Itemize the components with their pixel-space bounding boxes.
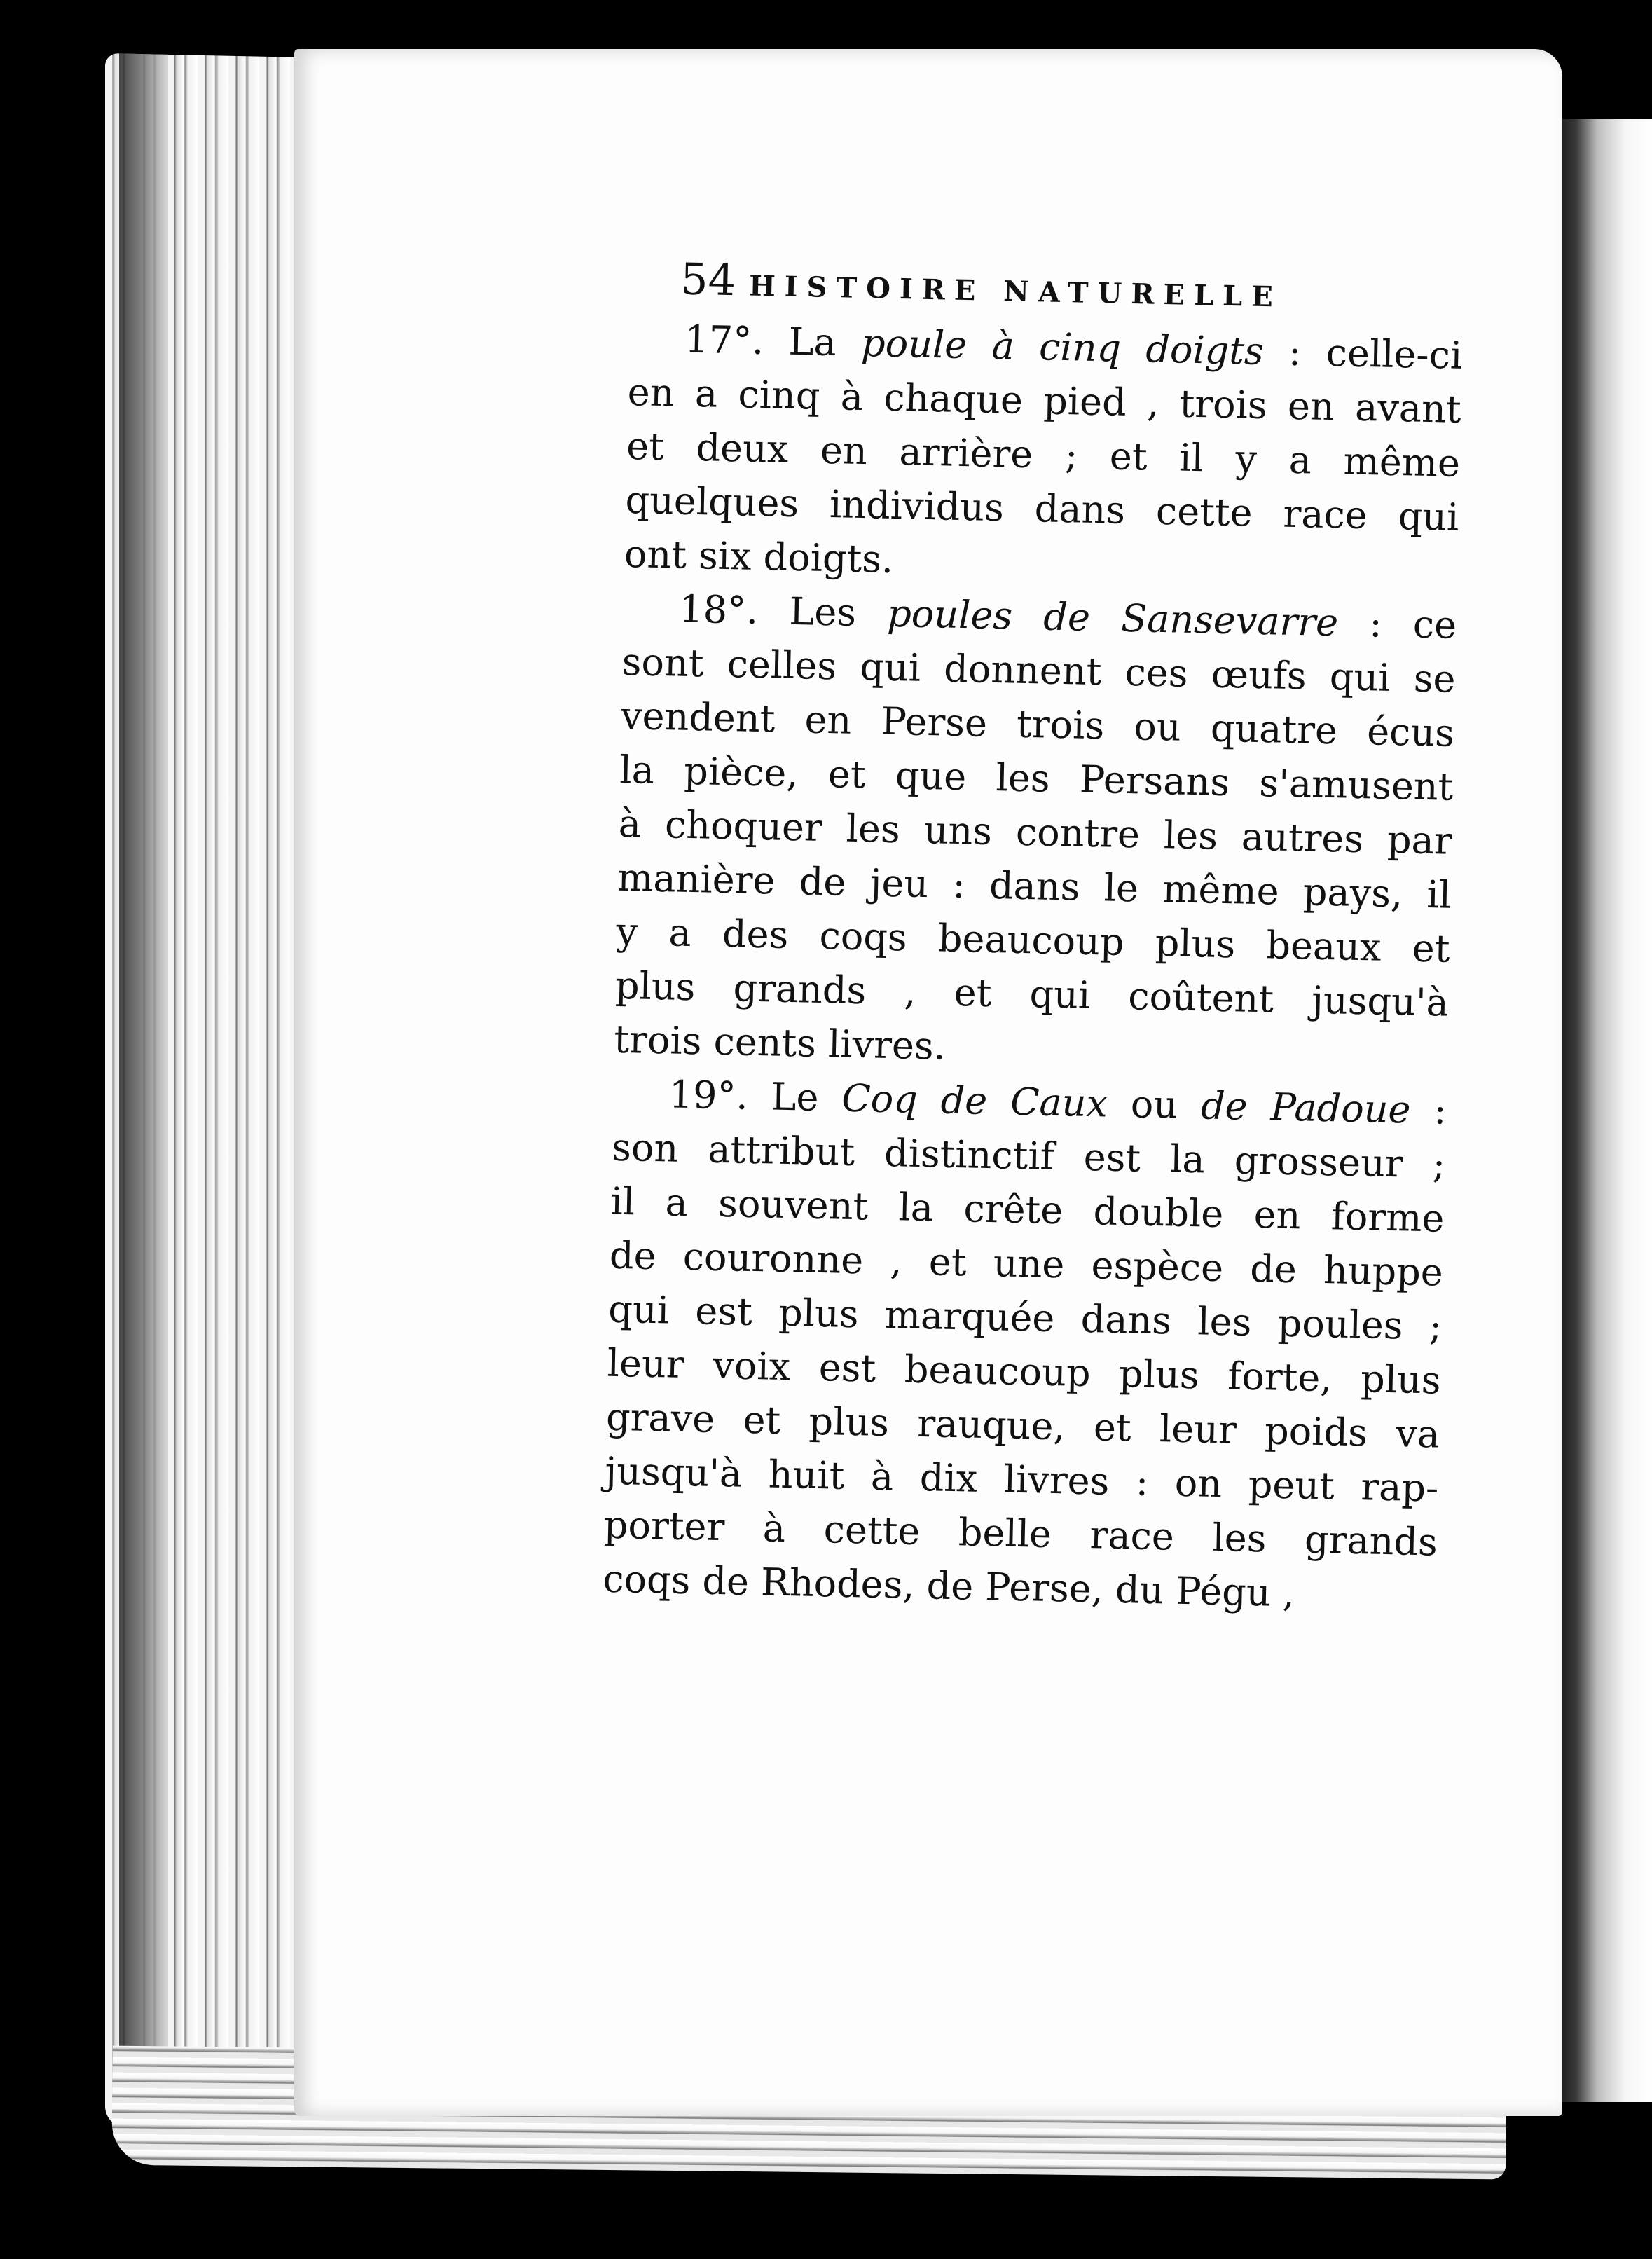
text-segment: coqs de Rhodes, de Perse, du Pégu , bbox=[602, 1556, 1295, 1616]
text-segment: 19°. Le bbox=[668, 1072, 843, 1120]
italic-text: poule à cinq doigts bbox=[860, 320, 1265, 373]
text-segment: 18°. Les bbox=[678, 586, 888, 636]
running-title: HISTOIRE NATURELLE bbox=[748, 269, 1283, 314]
text-segment: il a souvent la crête double en forme bbox=[610, 1179, 1445, 1241]
paragraph bbox=[624, 311, 1463, 598]
text-segment: manière de jeu : dans le même pays, il bbox=[617, 855, 1452, 917]
text-segment: à choquer les uns contre les autres par bbox=[618, 801, 1453, 863]
text-segment: jusqu'à huit à dix livres : on peut rap- bbox=[604, 1448, 1439, 1511]
paragraph bbox=[603, 1066, 1447, 1623]
text-segment: 17°. La bbox=[684, 317, 862, 365]
body-text bbox=[603, 311, 1463, 1623]
text-segment: ont six doigts. bbox=[624, 531, 894, 582]
text-segment: de couronne , et une espèce de huppe bbox=[609, 1233, 1444, 1295]
text-segment: et deux en arrière ; et il y a même bbox=[626, 423, 1461, 486]
text-segment: la pièce, et que les Persans s'amusent bbox=[619, 747, 1454, 809]
text-segment: plus grands , et qui coûtent jusqu'à bbox=[614, 963, 1450, 1025]
text-segment: grave et plus rauque, et leur poids va bbox=[605, 1394, 1440, 1457]
text-segment: qui est plus marquée dans les poules ; bbox=[607, 1286, 1443, 1349]
text-segment: vendent en Perse trois ou quatre écus bbox=[620, 693, 1455, 755]
paragraph bbox=[614, 581, 1457, 1084]
text-segment: y a des coqs beaucoup plus beaux et bbox=[616, 909, 1451, 971]
text-segment: ou bbox=[1107, 1081, 1202, 1128]
italic-text: poules de Sansevarre bbox=[886, 591, 1339, 645]
italic-text: de Padoue bbox=[1200, 1083, 1412, 1132]
italic-text: Coq de Caux bbox=[841, 1076, 1108, 1126]
text-segment: : celle-ci bbox=[1263, 329, 1463, 378]
page-number: 54 bbox=[680, 253, 736, 306]
text-segment: sont celles qui donnent ces œufs qui se bbox=[621, 639, 1457, 701]
text-segment: porter à cette belle race les grands bbox=[603, 1502, 1438, 1565]
text-segment: leur voix est beaucoup plus forte, plus bbox=[607, 1340, 1442, 1403]
text-segment: son attribut distinctif est la grosseur ; bbox=[611, 1125, 1446, 1187]
text-segment: : bbox=[1410, 1087, 1447, 1133]
text-segment: en a cinq à chaque pied , trois en avant bbox=[627, 369, 1462, 432]
facing-page-edge bbox=[1548, 119, 1652, 2102]
page-text bbox=[603, 252, 1464, 1623]
text-segment: trois cents livres. bbox=[613, 1017, 947, 1069]
text-segment: : ce bbox=[1337, 600, 1457, 647]
text-segment: quelques individus dans cette race qui bbox=[624, 477, 1459, 540]
